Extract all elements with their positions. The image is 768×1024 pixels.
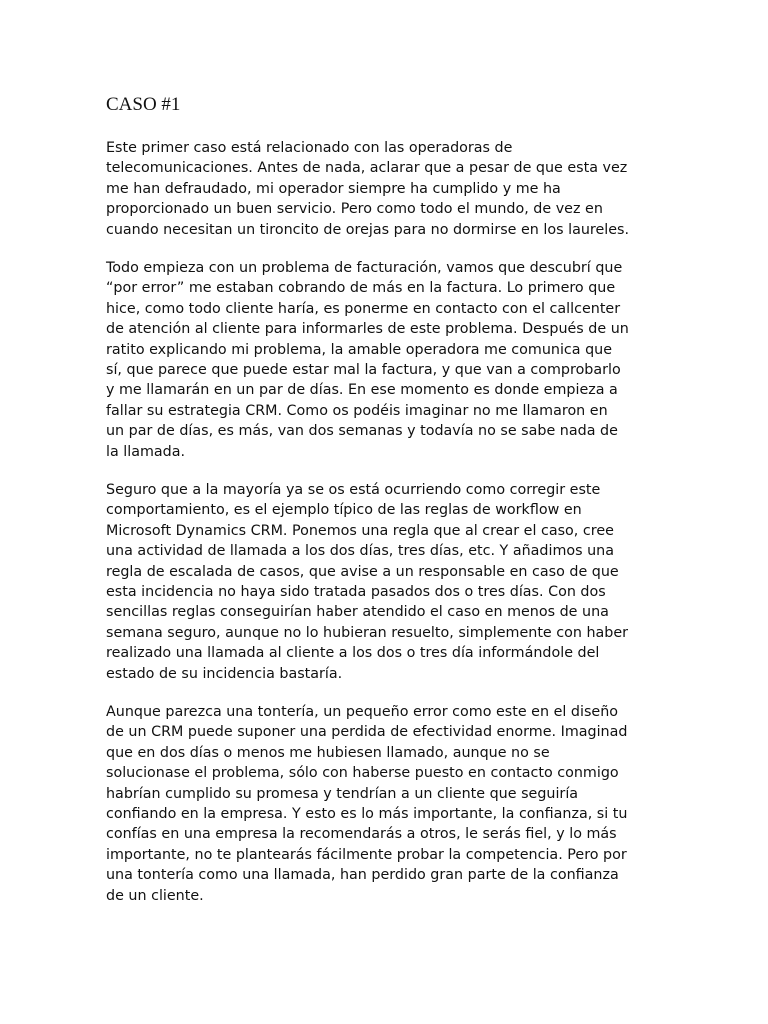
paragraph-1 (106, 138, 706, 240)
text-line: me han defraudado, mi operador siempre ha cumplido y me ha (106, 180, 561, 197)
text-line: semana seguro, aunque no lo hubieran resuelto, simplemente con haber (106, 624, 629, 641)
text-line: fallar su estrategia CRM. Como os podéis imaginar no me llamaron en (106, 402, 608, 419)
text-line: ratito explicando mi problema, la amable operadora me comunica que (106, 341, 613, 358)
text-line: sencillas reglas conseguirían haber atendido el caso en menos de una (106, 604, 609, 621)
text-line: importante, no te plantearás fácilmente probar la competencia. Pero por (106, 846, 627, 863)
text-line: proporcionado un buen servicio. Pero como todo el mundo, de vez en (106, 201, 603, 218)
text-line: regla de escalada de casos, que avise a un responsable en caso de que (106, 563, 619, 580)
text-line: y me llamarán en un par de días. En ese momento es donde empieza a (106, 382, 618, 399)
text-line: de un cliente. (106, 887, 204, 904)
text-line: habrían cumplido su promesa y tendrían a un cliente que seguiría (106, 785, 579, 802)
text-line: hice, como todo cliente haría, es ponerme en contacto con el callcenter (106, 300, 621, 317)
text-line: confiando en la empresa. Y esto es lo más importante, la confianza, si tu (106, 806, 628, 823)
text-line: una actividad de llamada a los dos días, tres días, etc. Y añadimos una (106, 543, 615, 560)
text-line: Seguro que a la mayoría ya se os está ocurriendo como corregir este (106, 482, 601, 498)
text-line: Todo empieza con un problema de facturación, vamos que descubrí que (106, 260, 623, 276)
text-line: cuando necesitan un tironcito de orejas para no dormirse en los laureles. (106, 221, 630, 238)
text-line: una tontería como una llamada, han perdido gran parte de la confianza (106, 867, 619, 884)
paragraph-3 (106, 480, 706, 684)
text-line: Este primer caso está relacionado con las operadoras de (106, 140, 513, 156)
text-line: la llamada. (106, 443, 186, 460)
text-line: que en dos días o menos me hubiesen llamado, aunque no se (106, 744, 550, 761)
text-line: telecomunicaciones. Antes de nada, aclarar que a pesar de que esta vez (106, 160, 628, 177)
text-line: estado de su incidencia bastaría. (106, 665, 343, 682)
text-line: un par de días, es más, van dos semanas y todavía no se sabe nada de (106, 423, 618, 440)
text-line: Microsoft Dynamics CRM. Ponemos una regla que al crear el caso, cree (106, 522, 614, 539)
text-line: Aunque parezca una tontería, un pequeño error como este en el diseño (106, 704, 618, 720)
paragraph-4 (106, 702, 706, 906)
text-line: de un CRM puede suponer una perdida de efectividad enorme. Imaginad (106, 724, 628, 741)
text-line: de atención al cliente para informarles de este problema. Después de un (106, 321, 629, 338)
text-line: confías en una empresa la recomendarás a otros, le serás fiel, y lo más (106, 826, 617, 843)
text-line: solucionase el problema, sólo con haberse puesto en contacto conmigo (106, 765, 619, 782)
text-line: realizado una llamada al cliente a los dos o tres día informándole del (106, 645, 600, 662)
text-line: comportamiento, es el ejemplo típico de las reglas de workflow en (106, 502, 582, 519)
text-line: sí, que parece que puede estar mal la factura, y que van a comprobarlo (106, 362, 621, 379)
text-line: “por error” me estaban cobrando de más en la factura. Lo primero que (106, 280, 616, 297)
document-title: CASO #1 (106, 94, 181, 115)
paragraph-2 (106, 258, 706, 462)
text-line: esta incidencia no haya sido tratada pasados dos o tres días. Con dos (106, 584, 606, 601)
